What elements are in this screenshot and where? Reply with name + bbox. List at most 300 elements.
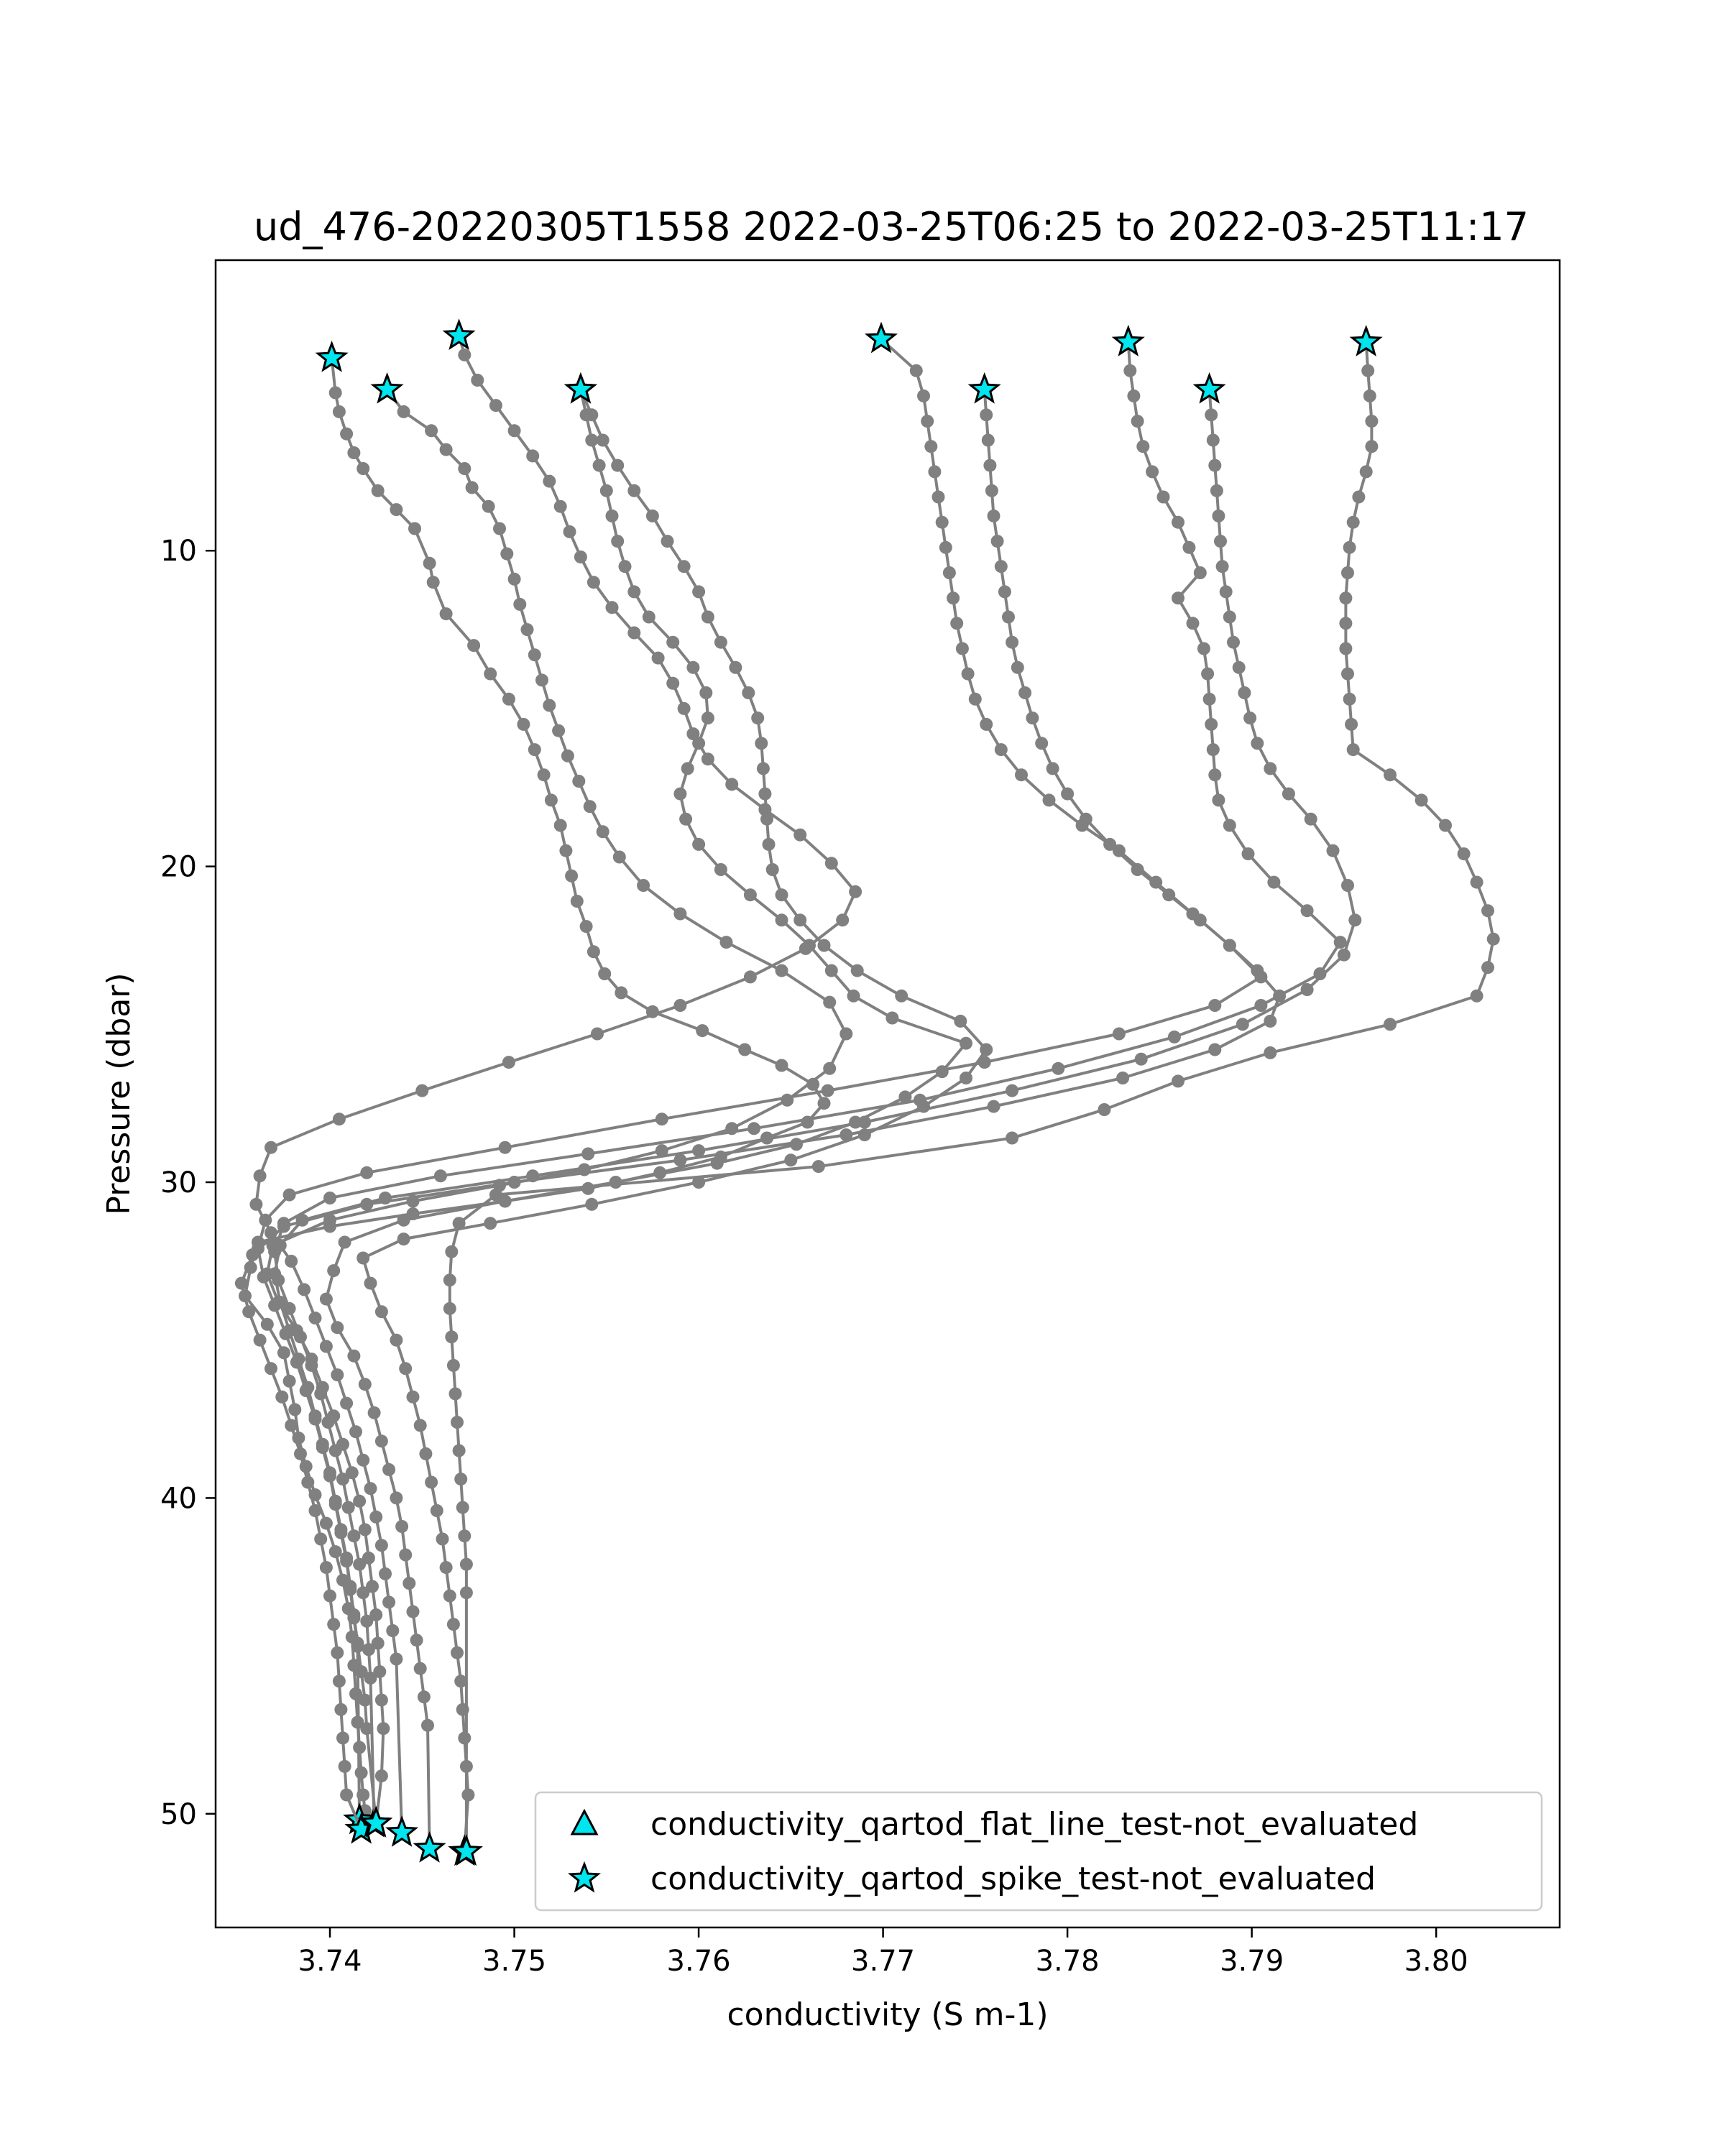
data-point [526,1169,539,1182]
legend [535,1792,1542,1910]
data-point [454,1473,467,1485]
data-point [565,870,578,883]
data-point [1471,990,1484,1003]
data-point [390,1491,402,1504]
data-point [585,408,598,421]
data-point [425,424,438,437]
data-point [484,1217,497,1230]
data-point [340,1397,353,1410]
data-point [1172,516,1184,529]
data-point [1194,913,1207,926]
data-point [1415,793,1428,806]
data-point [1305,813,1317,826]
y-tick-label: 20 [160,850,197,884]
data-point [301,1476,314,1489]
data-point [886,1012,898,1025]
data-point [587,945,600,958]
data-point [1208,999,1221,1012]
data-point [760,813,773,826]
data-point [322,1416,335,1429]
data-point [443,1590,456,1603]
data-point [627,585,640,598]
data-point [666,636,679,649]
data-point [484,668,497,681]
data-point [360,1722,373,1735]
data-point [399,1549,412,1562]
data-point [334,1703,347,1716]
data-point [585,434,598,447]
data-point [320,1517,333,1530]
data-point [921,415,934,428]
data-point [431,1504,443,1517]
data-point [242,1305,255,1318]
data-point [285,1419,298,1432]
data-point [377,1722,390,1735]
data-point [673,908,686,921]
data-point [1223,819,1236,832]
data-point [678,560,691,573]
data-point [1363,390,1376,402]
data-point [333,405,346,418]
y-axis-label: Pressure (dbar) [101,972,137,1215]
data-point [1172,1074,1184,1087]
data-point [561,750,574,763]
data-point [661,535,674,548]
data-point [757,762,770,775]
data-point [375,1434,388,1447]
data-point [1384,1018,1397,1031]
data-point [696,1024,709,1037]
data-point [1080,813,1092,826]
data-point [1339,617,1352,630]
data-point [1216,560,1229,573]
data-point [692,838,705,851]
data-point [823,1062,836,1075]
data-point [656,1112,668,1125]
data-point [390,1653,402,1666]
data-point [1301,904,1314,917]
data-point [351,1637,364,1650]
data-point [924,440,937,453]
data-point [1238,686,1251,699]
data-point [399,1362,412,1375]
data-point [423,557,436,570]
data-point [1338,949,1351,962]
data-point [643,611,656,624]
data-point [1339,591,1352,604]
data-point [414,1662,427,1675]
data-point [652,652,665,665]
data-point [458,462,471,475]
data-point [1135,1053,1148,1066]
data-point [249,1198,262,1211]
data-point [729,661,742,674]
data-point [1208,459,1221,472]
data-point [1233,661,1246,674]
data-point [283,1375,296,1388]
data-point [301,1381,314,1394]
data-point [1251,737,1264,750]
data-point [763,838,776,851]
data-point [327,1264,340,1277]
data-point [1301,983,1314,996]
data-point [1210,484,1223,497]
data-point [298,1283,310,1296]
data-point [980,408,993,421]
data-point [1162,888,1175,901]
data-point [1006,636,1018,649]
data-point [333,1112,346,1125]
data-point [1207,434,1220,447]
data-point [1168,1031,1181,1044]
data-point [950,617,963,630]
data-point [1116,1072,1129,1084]
data-point [453,1217,466,1230]
data-point [314,1533,327,1546]
data-point [803,939,816,952]
data-point [447,1618,460,1631]
data-point [355,1665,368,1678]
data-point [316,1438,329,1451]
data-point [1006,1084,1018,1097]
data-point [1194,566,1207,579]
data-point [1264,1015,1276,1028]
data-point [543,699,556,712]
data-point [257,1271,270,1284]
data-point [597,434,610,447]
data-point [776,1059,788,1072]
x-tick-label: 3.77 [851,1945,916,1978]
data-point [1243,711,1256,724]
data-point [998,585,1011,598]
data-point [600,484,613,497]
data-point [1347,516,1360,529]
x-tick-label: 3.79 [1220,1945,1284,1978]
data-point [1327,844,1340,857]
data-point [309,1504,322,1517]
data-point [895,990,908,1003]
data-point [995,743,1008,756]
data-point [508,424,521,437]
data-point [440,443,453,456]
data-point [1131,415,1144,428]
data-point [1471,876,1484,889]
data-point [288,1403,301,1416]
data-point [969,693,982,706]
data-point [1384,768,1397,781]
data-point [1205,718,1218,731]
data-point [1334,936,1347,949]
data-point [517,718,530,731]
data-point [1227,636,1240,649]
data-point [434,1169,447,1182]
data-point [1212,510,1225,522]
data-point [825,964,838,977]
data-point [702,752,714,765]
data-point [445,1245,458,1258]
data-point [296,1214,309,1227]
data-point [340,428,353,441]
data-point [309,1409,322,1422]
data-point [342,1501,355,1514]
data-point [395,1520,408,1533]
data-point [375,1769,388,1782]
data-point [360,1615,373,1628]
data-point [928,465,941,478]
data-point [702,611,714,624]
data-point [246,1248,259,1261]
data-point [1011,661,1024,674]
data-point [1487,933,1500,946]
data-point [1182,541,1195,554]
data-point [1201,668,1214,681]
data-point [1006,1132,1018,1145]
data-point [744,888,757,901]
data-point [274,1239,287,1252]
data-point [692,1144,705,1157]
data-point [277,1217,290,1230]
data-point [397,405,410,418]
data-point [956,642,969,655]
data-point [397,1214,410,1227]
data-point [460,1586,473,1599]
data-point [347,1529,360,1542]
data-point [983,459,996,472]
data-point [1203,693,1216,706]
data-point [794,913,806,926]
data-point [1341,879,1354,892]
data-point [353,1558,366,1571]
data-point [936,516,949,529]
data-point [980,1044,993,1056]
data-point [1352,491,1365,504]
x-tick-label: 3.75 [482,1945,547,1978]
data-point [526,449,539,462]
data-point [294,1330,307,1343]
data-point [292,1353,305,1365]
data-point [748,1122,760,1135]
data-point [1015,768,1028,781]
data-point [283,1189,296,1202]
data-point [329,1445,342,1457]
data-point [294,1447,307,1460]
data-point [794,829,806,842]
data-point [427,576,440,589]
data-point [1267,876,1280,889]
x-tick-label: 3.76 [666,1945,731,1978]
data-point [572,775,585,788]
data-point [467,639,480,652]
data-point [1439,819,1452,832]
data-point [585,1198,598,1211]
data-point [543,475,556,488]
data-point [991,535,1004,548]
data-point [359,1378,372,1391]
data-point [261,1318,274,1331]
data-point [375,1305,388,1318]
data-point [349,1425,362,1438]
data-point [825,857,838,870]
data-point [564,525,576,538]
data-point [499,1141,512,1154]
data-point [611,535,624,548]
data-point [329,1495,342,1508]
data-point [758,788,771,801]
data-point [545,793,558,806]
data-point [822,1084,834,1097]
data-point [995,560,1008,573]
data-point [1046,762,1059,775]
data-point [375,1694,388,1707]
data-point [528,743,541,756]
data-point [978,1056,991,1069]
data-point [364,1482,377,1495]
legend-entry-label: conductivity_qartod_flat_line_test-not_evaluated [650,1806,1419,1843]
data-point [678,702,691,715]
data-point [932,491,945,504]
data-point [960,1072,972,1084]
data-point [362,1643,375,1656]
data-point [1458,847,1471,860]
data-point [1098,1103,1110,1116]
data-point [320,1561,333,1574]
data-point [339,1236,351,1249]
data-point [574,550,587,563]
data-point [597,825,610,838]
data-point [407,1606,420,1618]
data-point [333,1674,346,1687]
data-point [360,1166,373,1179]
data-point [818,1097,831,1110]
data-point [502,1056,515,1069]
data-point [451,1416,464,1429]
data-point [840,1028,852,1041]
data-point [1043,793,1056,806]
data-point [353,1495,366,1508]
data-point [356,1454,369,1467]
data-point [440,1561,453,1574]
data-point [445,1330,458,1343]
data-point [610,1176,622,1189]
data-point [1264,762,1276,775]
data-point [356,1252,369,1265]
data-point [277,1346,290,1359]
data-point [910,364,923,377]
data-point [982,434,995,447]
data-point [372,484,385,497]
data-point [275,1391,288,1404]
data-point [1172,591,1184,604]
data-point [784,1153,797,1166]
data-point [714,863,727,876]
data-point [1343,541,1356,554]
data-point [679,813,692,826]
data-point [456,1501,469,1514]
data-point [264,1141,277,1154]
data-point [379,1192,392,1204]
data-point [1197,642,1210,655]
data-point [1343,693,1356,706]
y-tick-label: 40 [160,1482,197,1516]
data-point [954,1015,967,1028]
data-point [849,885,862,898]
data-point [329,1545,342,1558]
data-point [305,1359,318,1372]
data-point [451,1646,464,1659]
data-point [1214,535,1227,548]
data-point [408,522,421,535]
data-point [364,1277,377,1290]
data-point [259,1214,272,1227]
data-point [1052,1062,1064,1075]
data-point [917,390,930,402]
data-point [1223,611,1236,624]
data-point [738,1044,751,1056]
data-point [331,1646,344,1659]
data-point [1236,1018,1249,1031]
data-point [347,1608,360,1621]
data-point [725,778,738,791]
data-point [1251,964,1264,977]
data-point [440,607,453,620]
data-point [766,863,779,876]
data-point [386,1624,399,1637]
data-point [571,895,584,908]
data-point [1123,364,1136,377]
data-point [858,1116,871,1129]
data-point [368,1406,381,1419]
data-point [1131,863,1144,876]
data-point [489,399,502,412]
data-point [320,1340,333,1353]
data-point [554,500,567,513]
data-point [369,1511,382,1524]
data-point [1481,904,1494,917]
data-point [673,788,686,801]
data-point [847,990,860,1003]
data-point [851,964,864,977]
data-point [453,1445,466,1457]
data-point [1103,838,1116,851]
data-point [327,1618,340,1631]
data-point [458,1731,471,1744]
data-point [1113,1028,1126,1041]
data-point [615,986,627,999]
data-point [744,970,757,983]
data-point [1205,408,1218,421]
data-point [711,1157,724,1170]
data-point [375,1539,388,1552]
data-point [1187,617,1200,630]
data-point [836,913,849,926]
data-point [410,1634,423,1646]
data-point [943,566,956,579]
data-point [500,548,513,561]
data-point [554,819,567,832]
data-point [714,636,727,649]
data-point [443,1302,456,1315]
data-point [699,686,712,699]
data-point [402,1577,415,1590]
data-point [382,1595,395,1608]
data-point [637,879,650,892]
data-point [593,459,606,472]
data-point [1341,668,1354,681]
data-point [692,585,705,598]
data-point [414,1419,427,1432]
data-point [235,1277,248,1290]
data-point [347,446,360,459]
